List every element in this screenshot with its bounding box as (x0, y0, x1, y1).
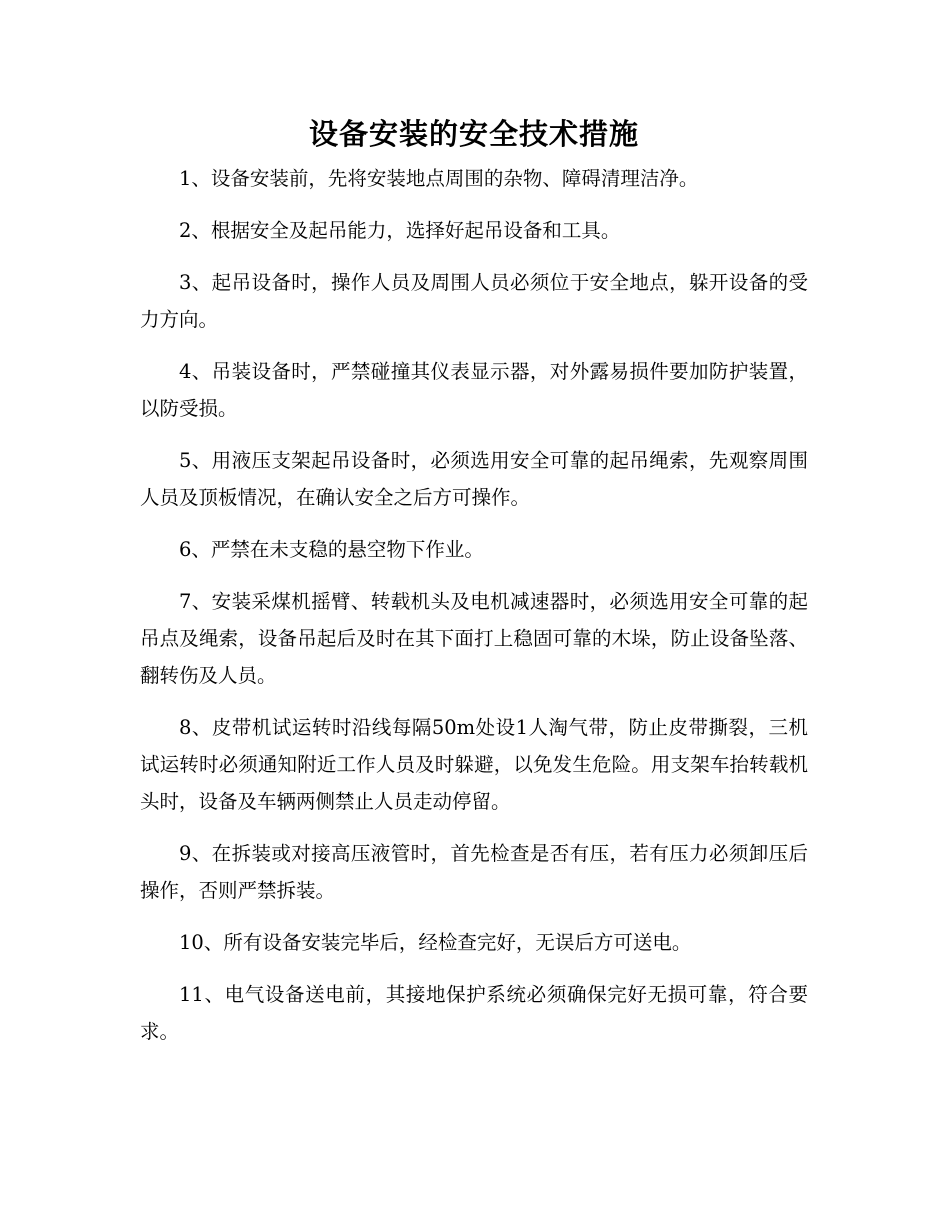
list-item: 2、根据安全及起吊能力，选择好起吊设备和工具。 (179, 219, 621, 242)
list-item: 9、在拆装或对接高压液管时，首先检查是否有压，若有压力必须卸压后操作，否则严禁拆装。 (140, 842, 808, 902)
list-item: 7、安装采煤机摇臂、转载机头及电机减速器时，必须选用安全可靠的起吊点及绳索，设备吊起后及时在其下面打上稳固可靠的木垛，防止设备坠落、翻转伤及人员。 (140, 590, 808, 687)
list-item: 1、设备安装前，先将安装地点周围的杂物、障碍清理洁净。 (179, 167, 699, 190)
list-item: 11、电气设备送电前，其接地保护系统必须确保完好无损可靠，符合要求。 (140, 983, 808, 1043)
list-item: 5、用液压支架起吊设备时，必须选用安全可靠的起吊绳索，先观察周围人员及顶板情况，在确认安全之后方可操作。 (140, 449, 808, 509)
list-item: 8、皮带机试运转时沿线每隔50m处设1人淘气带，防止皮带撕裂，三机试运转时必须通知附近工作人员及时躲避，以免发生危险。用支架车抬转载机头时，设备及车辆两侧禁止人员走动停留。 (140, 716, 808, 813)
document-title: 设备安装的安全技术措施 (308, 117, 639, 151)
list-item: 10、所有设备安装完毕后，经检查完好，无误后方可送电。 (179, 931, 692, 954)
list-item: 6、严禁在未支稳的悬空物下作业。 (179, 538, 484, 561)
list-item: 3、起吊设备时，操作人员及周围人员必须位于安全地点，躲开设备的受力方向。 (140, 271, 808, 331)
document-page (140, 108, 808, 1065)
list-item: 4、吊装设备时，严禁碰撞其仪表显示器，对外露易损件要加防护装置，以防受损。 (140, 360, 808, 420)
